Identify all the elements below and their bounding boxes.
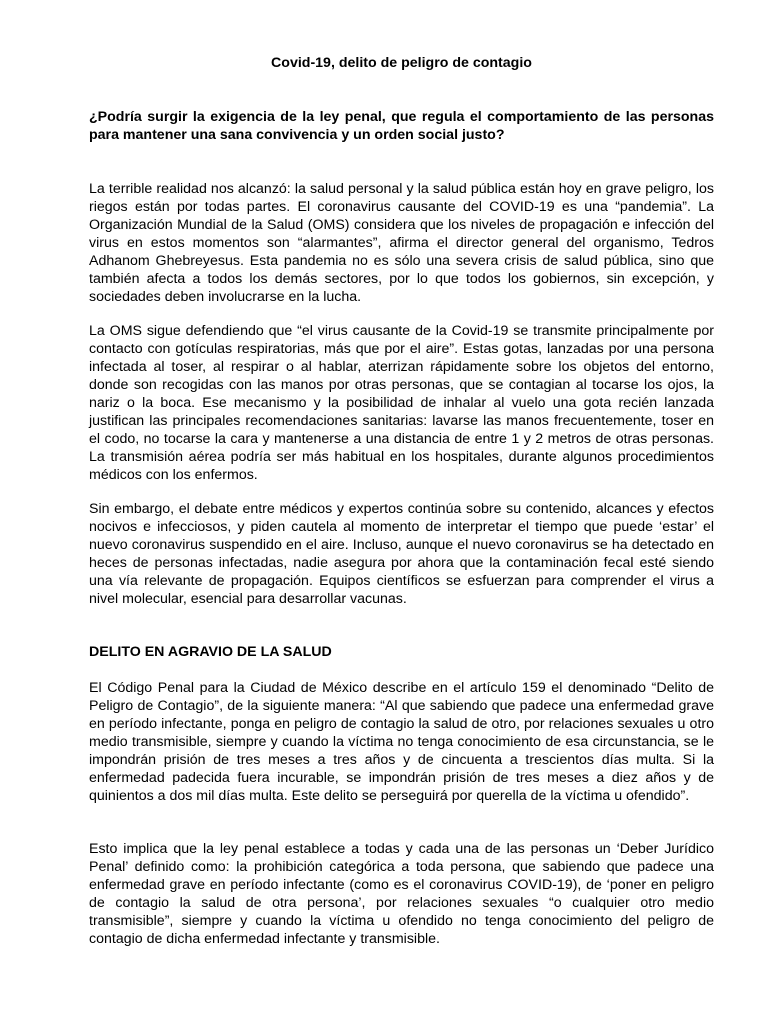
section-paragraph-2: Esto implica que la ley penal establece a todas y cada una de las personas un ‘Deber Jurídico Penal’ definido como: la prohibición categórica a toda persona, que sabiendo que padece una enfermedad grave en período infectante (como es el coronavirus COVID-19), de ‘poner en peligro de contagio la salud de otra persona’, por relaciones sexuales “o cualquier otro medio transmisible”, siempre y cuando la víctima u ofendido no tenga conocimiento del peligro de contagio de dicha enfermedad infectante y transmisible. bbox=[89, 841, 714, 947]
document-question: ¿Podría surgir la exigencia de la ley penal, que regula el comportamiento de las personas para mantener una sana convivencia y un orden social justo? bbox=[89, 109, 714, 143]
paragraph-1: La terrible realidad nos alcanzó: la salud personal y la salud pública están hoy en grave peligro, los riegos están por todas partes. El coronavirus causante del COVID-19 es una “pandemia”. La Organización Mundial de la Salud (OMS) considera que los niveles de propagación e infección del virus en estos momentos son “alarmantes”, afirma el director general del organismo, Tedros Adhanom Ghebreyesus. Esta pandemia no es sólo una severa crisis de salud pública, sino que también afecta a todos los demás sectores, por lo que todos los gobiernos, sin excepción, y sociedades deben involucrarse en la lucha. bbox=[89, 181, 714, 305]
section-paragraph-1: El Código Penal para la Ciudad de México describe en el artículo 159 el denominado “Delito de Peligro de Contagio”, de la siguiente manera: “Al que sabiendo que padece una enfermedad grave en período infectante, ponga en peligro de contagio la salud de otro, por relaciones sexuales u otro medio transmisible, siempre y cuando la víctima no tenga conocimiento de esa circunstancia, se le impondrán prisión de tres meses a tres años y de cincuenta a trescientos días multa. Si la enfermedad padecida fuera incurable, se impondrán prisión de tres meses a diez años y de quinientos a dos mil días multa. Este delito se perseguirá por querella de la víctima u ofendido”. bbox=[89, 680, 714, 804]
section-heading: DELITO EN AGRAVIO DE LA SALUD bbox=[89, 644, 332, 660]
document-title: Covid-19, delito de peligro de contagio bbox=[271, 55, 532, 71]
paragraph-2: La OMS sigue defendiendo que “el virus causante de la Covid-19 se transmite principalmente por contacto con gotículas respiratorias, más que por el aire”. Estas gotas, lanzadas por una persona infectada al toser, al respirar o al hablar, aterrizan rápidamente sobre los objetos del entorno, donde son recogidas con las manos por otras personas, que se contagian al tocarse los ojos, la nariz o la boca. Ese mecanismo y la posibilidad de inhalar al vuelo una gota recién lanzada justifican las principales recomendaciones sanitarias: lavarse las manos frecuentemente, toser en el codo, no tocarse la cara y mantenerse a una distancia de entre 1 y 2 metros de otras personas. La transmisión aérea podría ser más habitual en los hospitales, durante algunos procedimientos médicos con los enfermos. bbox=[89, 323, 714, 483]
paragraph-3: Sin embargo, el debate entre médicos y expertos continúa sobre su contenido, alcances y efectos nocivos e infecciosos, y piden cautela al momento de interpretar el tiempo que puede ‘estar’ el nuevo coronavirus suspendido en el aire. Incluso, aunque el nuevo coronavirus se ha detectado en heces de personas infectadas, nadie asegura por ahora que la contaminación fecal esté siendo una vía relevante de propagación. Equipos científicos se esfuerzan para comprender el virus a nivel molecular, esencial para desarrollar vacunas. bbox=[89, 501, 714, 607]
